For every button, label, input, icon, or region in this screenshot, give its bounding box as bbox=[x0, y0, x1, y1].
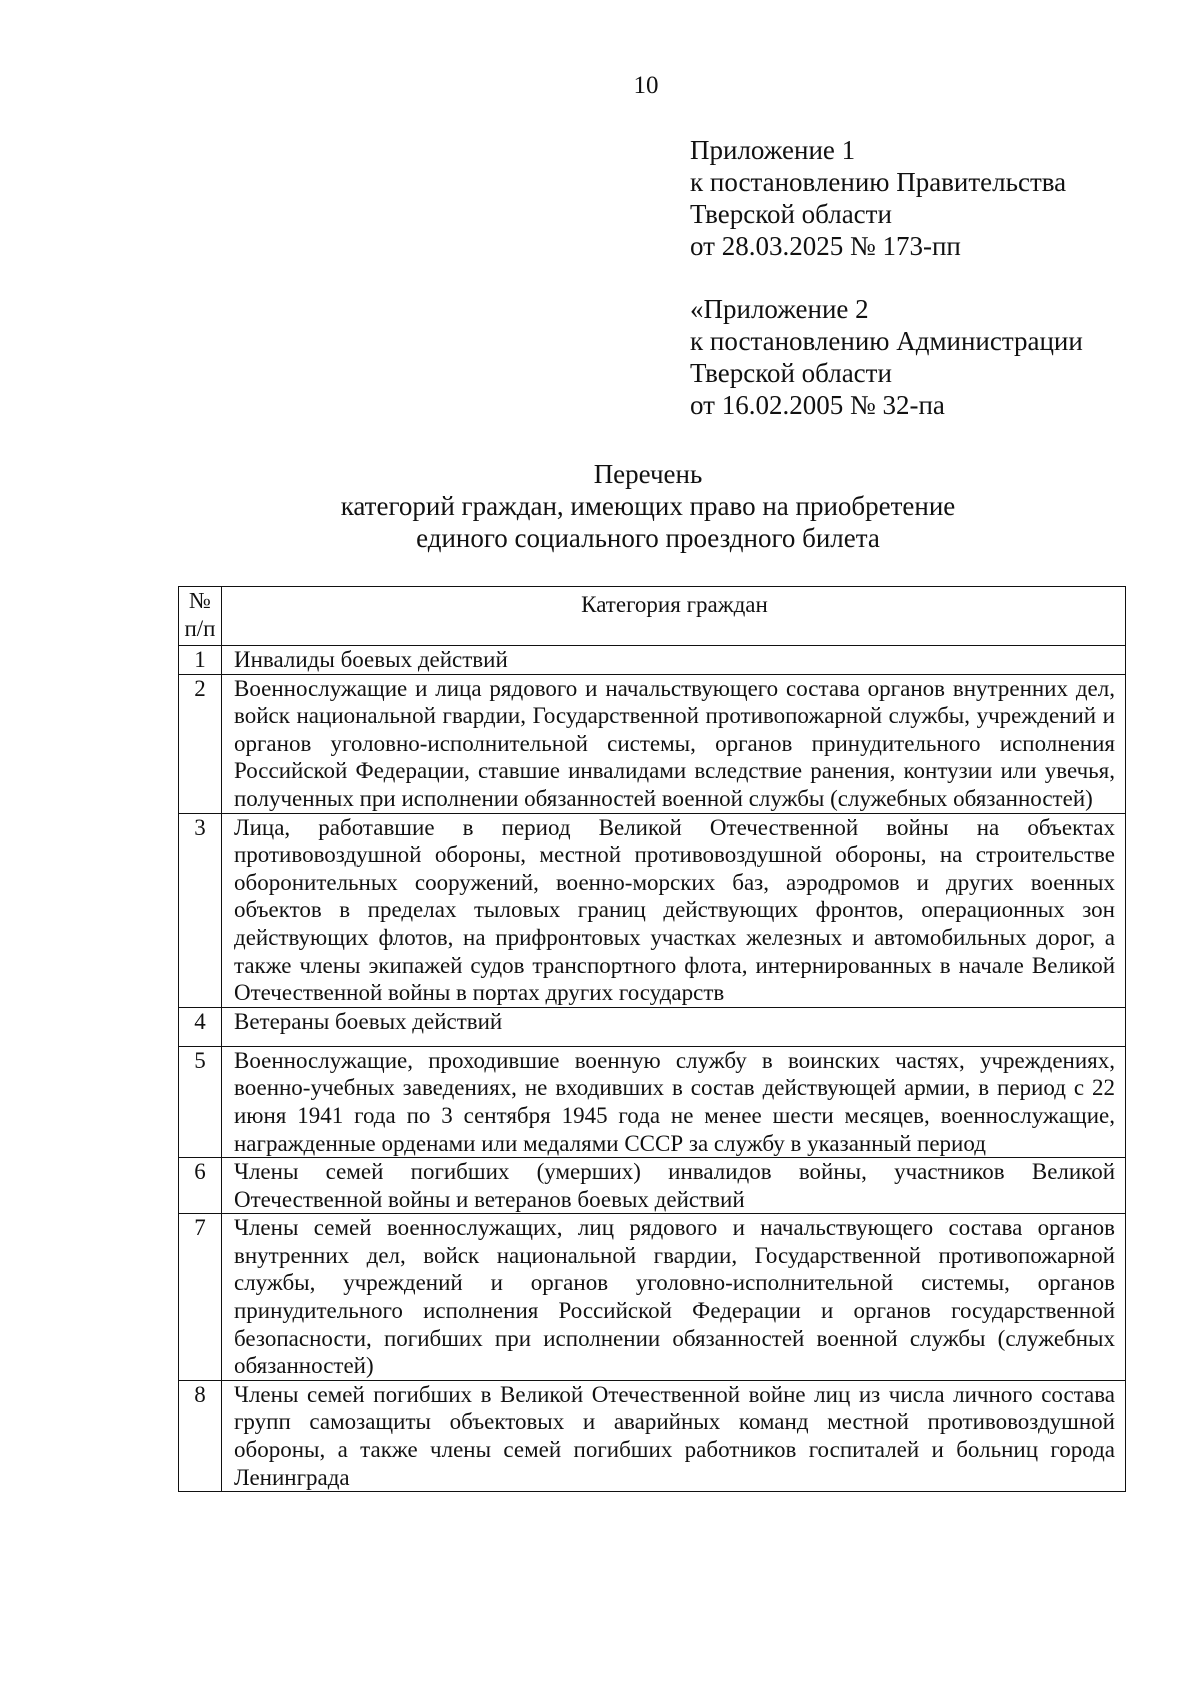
table-row bbox=[179, 646, 1126, 675]
row-category: Члены семей погибших (умерших) инвалидов войны, участников Великой Отечественной войны и ветеранов боевых действий bbox=[222, 1158, 1126, 1214]
annex-1-line: Приложение 1 bbox=[690, 135, 856, 165]
categories-table bbox=[178, 586, 1126, 1492]
annex-1-line: Тверской области bbox=[690, 199, 892, 229]
annex-2-line: «Приложение 2 bbox=[690, 294, 869, 324]
row-number: 3 bbox=[179, 813, 222, 1007]
annex-2-line: Тверской области bbox=[690, 358, 892, 388]
table-row bbox=[179, 813, 1126, 1007]
row-category: Военнослужащие и лица рядового и начальствующего состава органов внутренних дел, войск национальной гвардии, Государственной противопожарной службы, учреждений и органов уголовно-исполнительной системы, органов принудительного исполнения Российской Федерации, ставшие инвалидами вследствие ранения, контузии или увечья, полученных при исполнении обязанностей военной службы (служебных обязанностей) bbox=[222, 674, 1126, 813]
header-number-sign: № bbox=[189, 588, 211, 613]
row-category: Лица, работавшие в период Великой Отечественной войны на объектах противовоздушной обороны, местной противовоздушной обороны, на строительстве оборонительных сооружений, военно-морских баз, аэродромов и других военных объектов в пределах тыловых границ действующих фронтов, операционных зон действующих флотов, на прифронтовых участках железных и автомобильных дорог, а также члены экипажей судов транспортного флота, интернированных в начале Великой Отечественной войны в портах других государств bbox=[222, 813, 1126, 1007]
row-number: 8 bbox=[179, 1380, 222, 1491]
row-category: Члены семей военнослужащих, лиц рядового и начальствующего состава органов внутренних дел, войск национальной гвардии, Государственной противопожарной службы, учреждений и органов уголовно-исполнительной системы, органов принудительного исполнения Российской Федерации и органов государственной безопасности, погибших при исполнении обязанностей военной службы (служебных обязанностей) bbox=[222, 1214, 1126, 1381]
row-number: 4 bbox=[179, 1007, 222, 1046]
row-category: Ветераны боевых действий bbox=[222, 1007, 1126, 1046]
title-line: категорий граждан, имеющих право на приобретение bbox=[340, 491, 956, 521]
table-row bbox=[179, 1046, 1126, 1157]
annex-2-line: от 16.02.2005 № 32-па bbox=[690, 390, 945, 420]
row-category: Военнослужащие, проходившие военную службу в воинских частях, учреждениях, военно-учебных заведениях, не входивших в состав действующей армии, в период с 22 июня 1941 года по 3 сентября 1945 года не менее шести месяцев, военнослужащие, награжденные орденами или медалями СССР за службу в указанный период bbox=[222, 1046, 1126, 1157]
header-category: Категория граждан bbox=[222, 587, 1126, 646]
header-number bbox=[179, 587, 222, 646]
row-number: 7 bbox=[179, 1214, 222, 1381]
page-number: 10 bbox=[633, 72, 659, 99]
table-row bbox=[179, 674, 1126, 813]
annex-1-line: от 28.03.2025 № 173-пп bbox=[690, 231, 961, 261]
table-row bbox=[179, 1007, 1126, 1046]
annex-1-block bbox=[690, 134, 1066, 262]
table-row bbox=[179, 1380, 1126, 1491]
row-number: 1 bbox=[179, 646, 222, 675]
row-category: Инвалиды боевых действий bbox=[222, 646, 1126, 675]
title-line: единого социального проездного билета bbox=[416, 523, 880, 553]
title-line: Перечень bbox=[593, 459, 703, 489]
row-category: Члены семей погибших в Великой Отечественной войне лиц из числа личного состава групп самозащиты объектовых и аварийных команд местной противовоздушной обороны, а также члены семей погибших работников госпиталей и больниц города Ленинграда bbox=[222, 1380, 1126, 1491]
table-row bbox=[179, 1158, 1126, 1214]
document-title bbox=[0, 458, 1200, 554]
annex-1-line: к постановлению Правительства bbox=[690, 167, 1067, 197]
header-number-abbr: п/п bbox=[184, 615, 216, 641]
table-row bbox=[179, 1214, 1126, 1381]
row-number: 2 bbox=[179, 674, 222, 813]
annex-2-line: к постановлению Администрации bbox=[690, 326, 1083, 356]
annex-2-block bbox=[690, 293, 1083, 421]
row-number: 5 bbox=[179, 1046, 222, 1157]
table-header-row bbox=[179, 587, 1126, 646]
row-number: 6 bbox=[179, 1158, 222, 1214]
